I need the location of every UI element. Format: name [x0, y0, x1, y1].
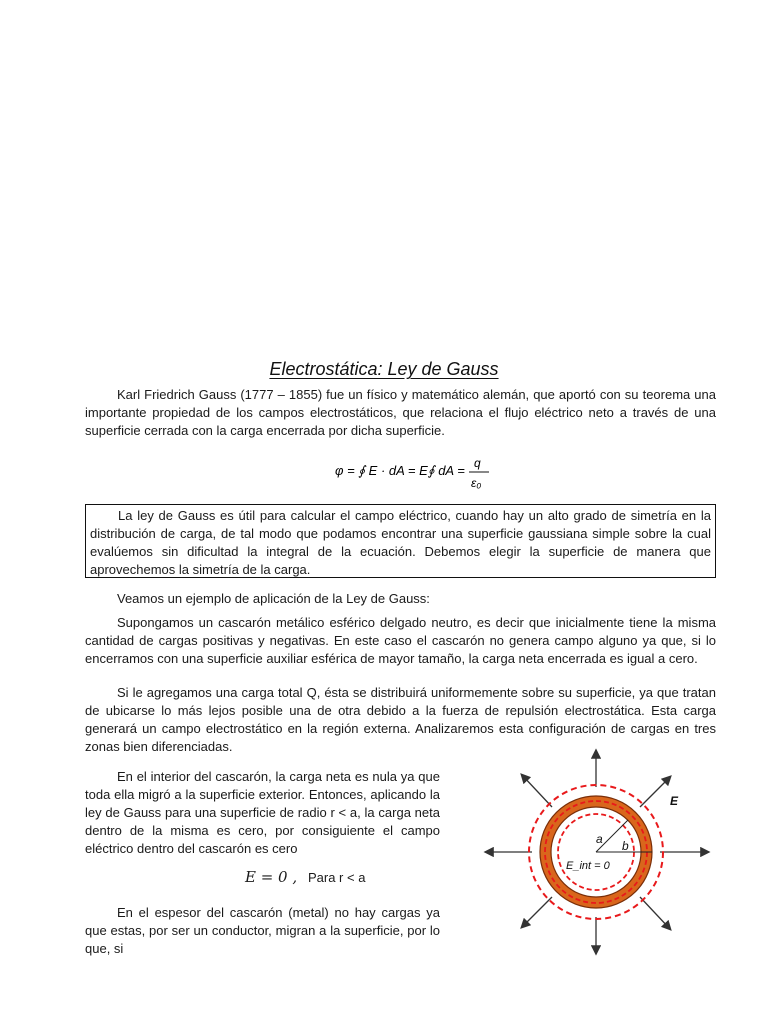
- gauss-usage-text: La ley de Gauss es útil para calcular el campo eléctrico, cuando hay un alto grado de simetría en la distribución de carga, de tal modo que podamos encontrar una superficie gaussiana simple sobre la cual evalúemos sin dificultad la integral de la ecuación. Debemos elegir la superficie de manera que aprovechemos la simetría de la carga.: [90, 508, 711, 577]
- interior-equation-lhs: E = 0 ,: [245, 868, 298, 886]
- gauss-equation-render: [335, 455, 495, 493]
- gauss-equation: [335, 455, 495, 493]
- interior-equation-condition: Para r < a: [307, 870, 366, 885]
- gauss-usage-box: [85, 504, 716, 578]
- thickness-paragraph: En el espesor del cascarón (metal) no hay cargas ya que estas, por ser un conductor, migran a la superficie, por lo que, si: [85, 905, 440, 956]
- interior-paragraph: En el interior del cascarón, la carga neta es nula ya que toda ella migró a la superficie exterior. Entonces, aplicando la ley de Gauss para una superficie de radio r < a, la carga neta dentro de la misma es cero, por consiguiente el campo eléctrico dentro del cascarón es cero: [85, 769, 440, 856]
- intro-paragraph: Karl Friedrich Gauss (1777 – 1855) fue un físico y matemático alemán, que aportó con su teorema una importante propiedad de los campos electrostáticos, que relaciona el flujo eléctrico neto a través de una superficie cerrada con la carga encerrada por dicha superficie.: [85, 387, 716, 438]
- svg-text:φ = ∮ E · dA = E∮ dA =: φ = ∮ E · dA = E∮ dA =: [335, 463, 465, 478]
- label-e: E: [670, 794, 679, 808]
- charged-shell-paragraph: Si le agregamos una carga total Q, ésta se distribuirá uniformemente sobre su superficie, ya que tratan de ubicarse lo más lejos posible una de otra debido a la fuerza de repulsión electrostática. Esta carga generará un campo electrostático en la región externa. Analizaremos esta configuración de cargas en tres zonas bien diferenciadas.: [85, 685, 716, 754]
- page-title: Electrostática: Ley de Gauss: [269, 359, 499, 379]
- charged-shell-diagram: [480, 745, 720, 960]
- field-arrow-upleft: [522, 775, 552, 807]
- example-intro: Veamos un ejemplo de aplicación de la Ley de Gauss:: [117, 591, 430, 606]
- label-b: b: [622, 839, 629, 853]
- field-arrow-upright: [640, 777, 670, 807]
- label-eint: E_int = 0: [566, 860, 610, 872]
- interior-equation: [245, 868, 365, 886]
- field-arrow-downleft: [522, 897, 552, 927]
- svg-text:q: q: [474, 456, 481, 470]
- svg-text:ε₀: ε₀: [471, 476, 482, 490]
- field-arrow-downright: [640, 897, 670, 929]
- neutral-shell-paragraph: Supongamos un cascarón metálico esférico delgado neutro, es decir que inicialmente tiene la misma cantidad de cargas positivas y negativas. En este caso el cascarón no genera campo alguno ya que, si lo encerramos con una superficie auxiliar esférica de mayor tamaño, la carga neta encerrada es igual a cero.: [85, 615, 716, 666]
- label-a: a: [596, 832, 603, 846]
